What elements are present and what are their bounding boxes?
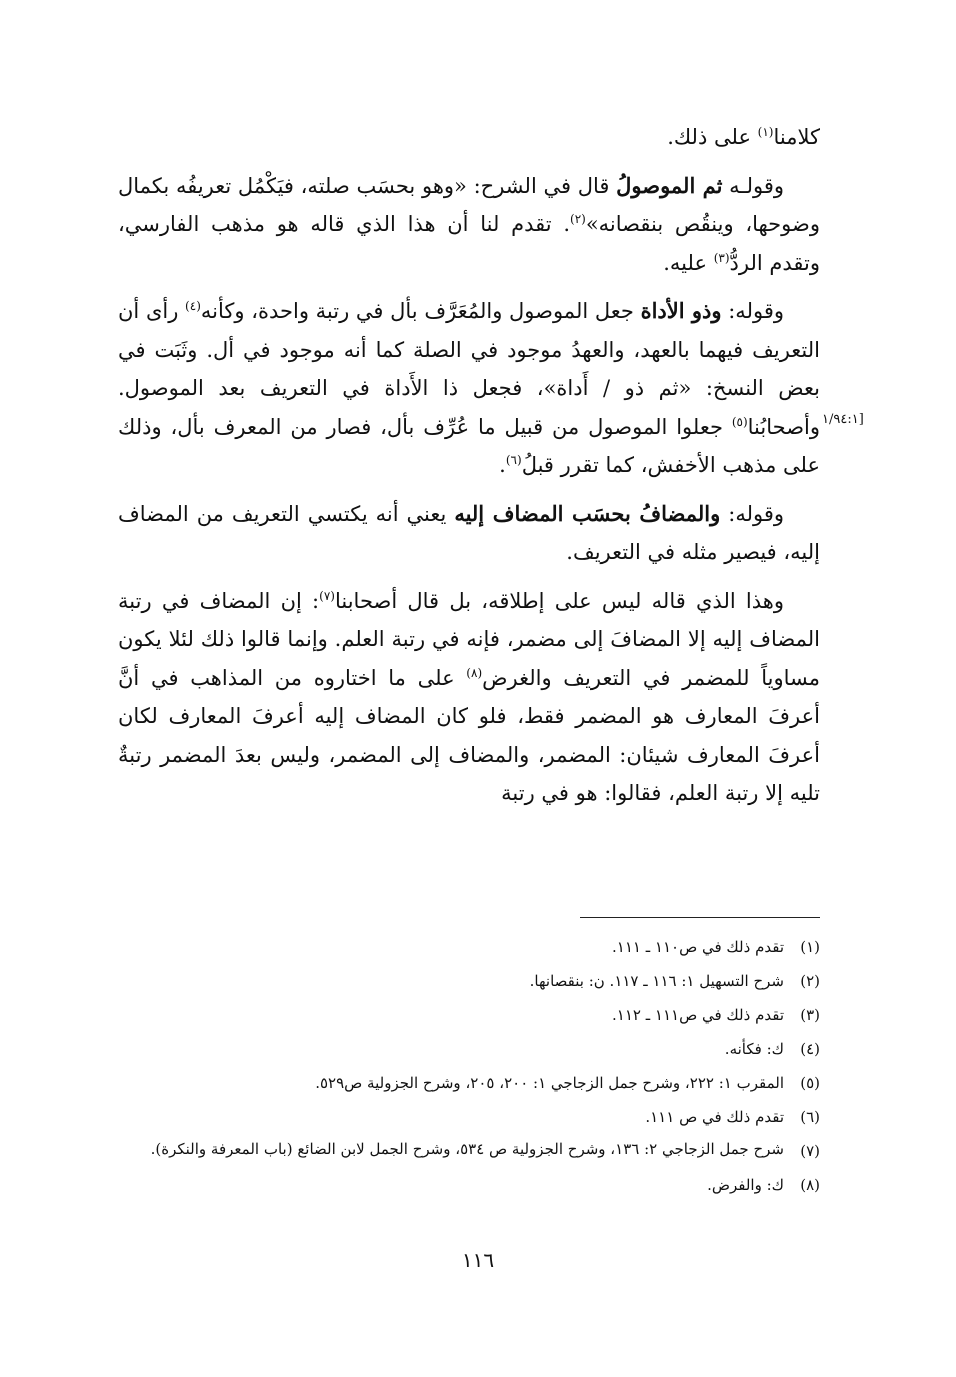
- text-run: وهذا الذي قاله ليس على إطلاقه، بل قال أصحابنا: [334, 588, 784, 613]
- paragraph-2: [118, 167, 820, 283]
- page-number: ١١٦: [461, 1248, 495, 1272]
- lemma-bold: وذو الأداة: [640, 298, 722, 323]
- text-run: يعني أنه يكتسي التعريف من المضاف إليه، فيصير مثله في التعريف.: [118, 501, 820, 564]
- text-run: جعلوا الموصول من قبيل ما عُرِّف بأل، فصار من المعرف بأل، وذلك على مذهب الأخفش، كما تقرر قبلُ: [118, 414, 820, 477]
- footnote: [140, 964, 820, 998]
- text-run: قال في الشرح: «وهو بحسَب صلته، فيَكْمُل تعريفُه بكمال وضوحها، وينقُص بنقصانه»: [118, 173, 820, 236]
- footnote-ref[interactable]: (٢): [570, 212, 586, 226]
- text-run: عليه.: [663, 250, 714, 275]
- footnote-text: ك: فكأنه.: [724, 1040, 784, 1058]
- text-run: جعل الموصول والمُعَرَّف بأل في رتبة واحدة، وكأنه: [200, 299, 641, 323]
- footnote: [140, 1168, 820, 1202]
- footnote-text: تقدم ذلك في ص ١١١.: [645, 1108, 784, 1126]
- paragraph-3: [118, 292, 820, 485]
- footnote-ref[interactable]: (٥): [731, 414, 748, 429]
- footnote-text: شرح التسهيل ١: ١١٦ ـ ١١٧. ن: بنقصانها.: [529, 972, 784, 990]
- footnote-ref[interactable]: (١): [757, 125, 774, 139]
- footnote-number: (٧): [800, 1142, 820, 1160]
- paragraph-4: [118, 495, 820, 572]
- text-run: . تقدم لنا أن هذا الذي قاله هو مذهب الفارسي، وتقدم الردُّ: [118, 212, 820, 275]
- footnote: [140, 1032, 820, 1066]
- lemma-bold: والمضافُ بحسَب المضاف إليه: [454, 500, 721, 526]
- text-run: وقوله:: [721, 299, 784, 323]
- footnote: [140, 930, 820, 964]
- text-run: .: [499, 453, 506, 477]
- footnote: [140, 1066, 820, 1100]
- footnote: [140, 998, 820, 1032]
- footnote-ref[interactable]: (٨): [466, 665, 483, 680]
- footnote-number: (٥): [800, 1074, 820, 1092]
- text-run: رأى أن التعريف فيهما بالعهد، والعهدُ موجود في الصلة كما أنه موجود في أل. وثَبَت في بعض النسخ: «ثم ذو / أَداة»، فجعل ذا الأَداة في التعريف بعد الموصول. وأصحابُنا: [118, 299, 820, 439]
- footnote-number: (١): [800, 938, 820, 956]
- footnote-ref[interactable]: (٧): [319, 588, 335, 603]
- footnote-text: ك: والفرض.: [707, 1176, 784, 1194]
- text-run: : إن المضاف في رتبة المضاف إليه إلا المضافَ إلى مضمر، فإنه في رتبة العلم. وإنما قالوا ذلك لئلا يكون مساوياً للمضمر في التعريف والغرض: [118, 588, 820, 690]
- footnote-number: (٨): [800, 1176, 820, 1194]
- footnote-text: شرح جمل الزجاجي ٢: ١٣٦، وشرح الجزولية ص ٥٣٤، وشرح الجمل لابن الضائع (باب المعرفة والنكرة).: [150, 1140, 784, 1158]
- footnote-divider: [580, 917, 820, 918]
- text-run: على ذلك.: [667, 125, 758, 149]
- footnote-number: (٢): [800, 972, 820, 990]
- footnotes: [140, 930, 820, 1202]
- footnote: [140, 1100, 820, 1134]
- footnote: [140, 1134, 820, 1168]
- footnote-ref[interactable]: (٤): [185, 299, 201, 313]
- footnote-number: (٦): [800, 1108, 820, 1126]
- main-text: [118, 118, 820, 823]
- footnote-text: تقدم ذلك في ص١١١ ـ ١١٢.: [612, 1006, 784, 1024]
- footnote-ref[interactable]: (٦): [505, 453, 522, 467]
- manuscript-folio-ref: [١/٩٤:١: [822, 412, 864, 427]
- text-run: على ما اختاروه من المذاهب في أنَّ أعرفَ المعارف هو المضمر فقط، فلو كان المضاف إليه أعرفَ المعارف لكان أعرفَ المعارف شيئان: المضمر، والمضاف إلى المضمر، وليس بعدَ المضمر رتبةٌ تليه إلا رتبة العلم، فقالوا: هو في رتبة: [118, 665, 820, 805]
- text-run: وقولـه: [722, 173, 784, 198]
- text-run: كلامنا: [773, 125, 820, 149]
- paragraph-1: [118, 118, 820, 157]
- footnote-text: تقدم ذلك في ص١١٠ ـ ١١١.: [612, 938, 784, 956]
- footnote-ref[interactable]: (٣): [713, 250, 730, 265]
- paragraph-5: [118, 582, 820, 813]
- footnote-text: المقرب ١: ٢٢٢، وشرح جمل الزجاجي ١: ٢٠٠، ٢٠٥، وشرح الجزولية ص٥٢٩.: [315, 1074, 784, 1092]
- lemma-bold: ثم الموصولُ: [616, 172, 723, 198]
- footnote-number: (٣): [800, 1006, 820, 1024]
- footnote-number: (٤): [800, 1040, 820, 1058]
- text-run: وقوله:: [720, 501, 785, 526]
